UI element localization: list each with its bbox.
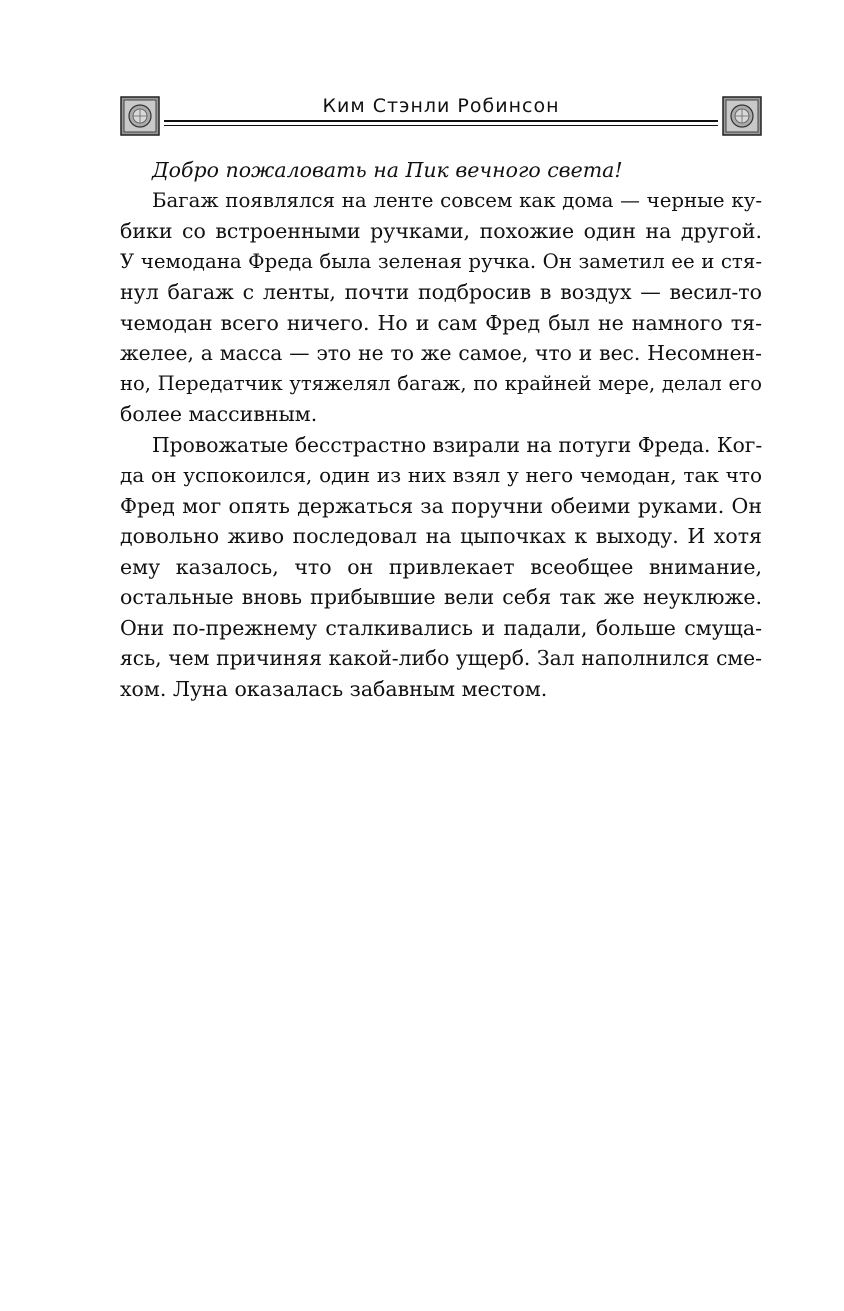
text-line: бики со встроенными ручками, похожие один на другой. (120, 219, 762, 243)
text-line: более массивным. (120, 402, 318, 426)
text-line: хом. Луна оказалась забавным местом. (120, 676, 548, 701)
body-text (120, 155, 762, 704)
ornament-emblem-icon (722, 96, 762, 136)
paragraph-2 (120, 430, 762, 705)
header-rule-thin (164, 125, 718, 126)
greeting-paragraph (120, 155, 762, 186)
text-line: Багаж появлялся на ленте совсем как дома — черные ку- (152, 188, 762, 212)
text-line: чемодан всего ничего. Но и сам Фред был не намного тя- (120, 310, 762, 335)
text-line: да он успокоился, один из них взял у него чемодан, так что (120, 463, 762, 487)
text-line: нул багаж с ленты, почти подбросив в воздух — весил-то (120, 280, 762, 304)
text-line: ему казалось, что он привлекает всеобщее внимание, (120, 554, 762, 579)
text-line: остальные вновь прибывшие вели себя так же неуклюже. (120, 585, 762, 609)
text-line: Они по-прежнему сталкивались и падали, больше смуща- (120, 615, 762, 640)
text-line: Провожатые бесстрастно взирали на потуги Фреда. Ког- (152, 432, 762, 457)
text-line: ясь, чем причиняя какой-либо ущерб. Зал наполнился сме- (120, 646, 762, 670)
text-line: Добро пожаловать на Пик вечного света! (152, 158, 623, 182)
text-line: желее, а масса — это не то же самое, что и вес. Несомнен- (120, 341, 762, 365)
ornament-emblem-icon (120, 96, 160, 136)
paragraph-1 (120, 186, 762, 430)
running-header (120, 94, 762, 140)
text-line: довольно живо последовал на цыпочках к выходу. И хотя (120, 524, 762, 548)
running-title: Ким Стэнли Робинсон (322, 95, 560, 117)
text-line: но, Передатчик утяжелял багаж, по крайней мере, делал его (120, 371, 762, 395)
header-rule-thick (164, 120, 718, 122)
text-line: У чемодана Фреда была зеленая ручка. Он заметил ее и стя- (120, 249, 762, 273)
text-line: Фред мог опять держаться за поручни обеими руками. Он (120, 493, 762, 518)
